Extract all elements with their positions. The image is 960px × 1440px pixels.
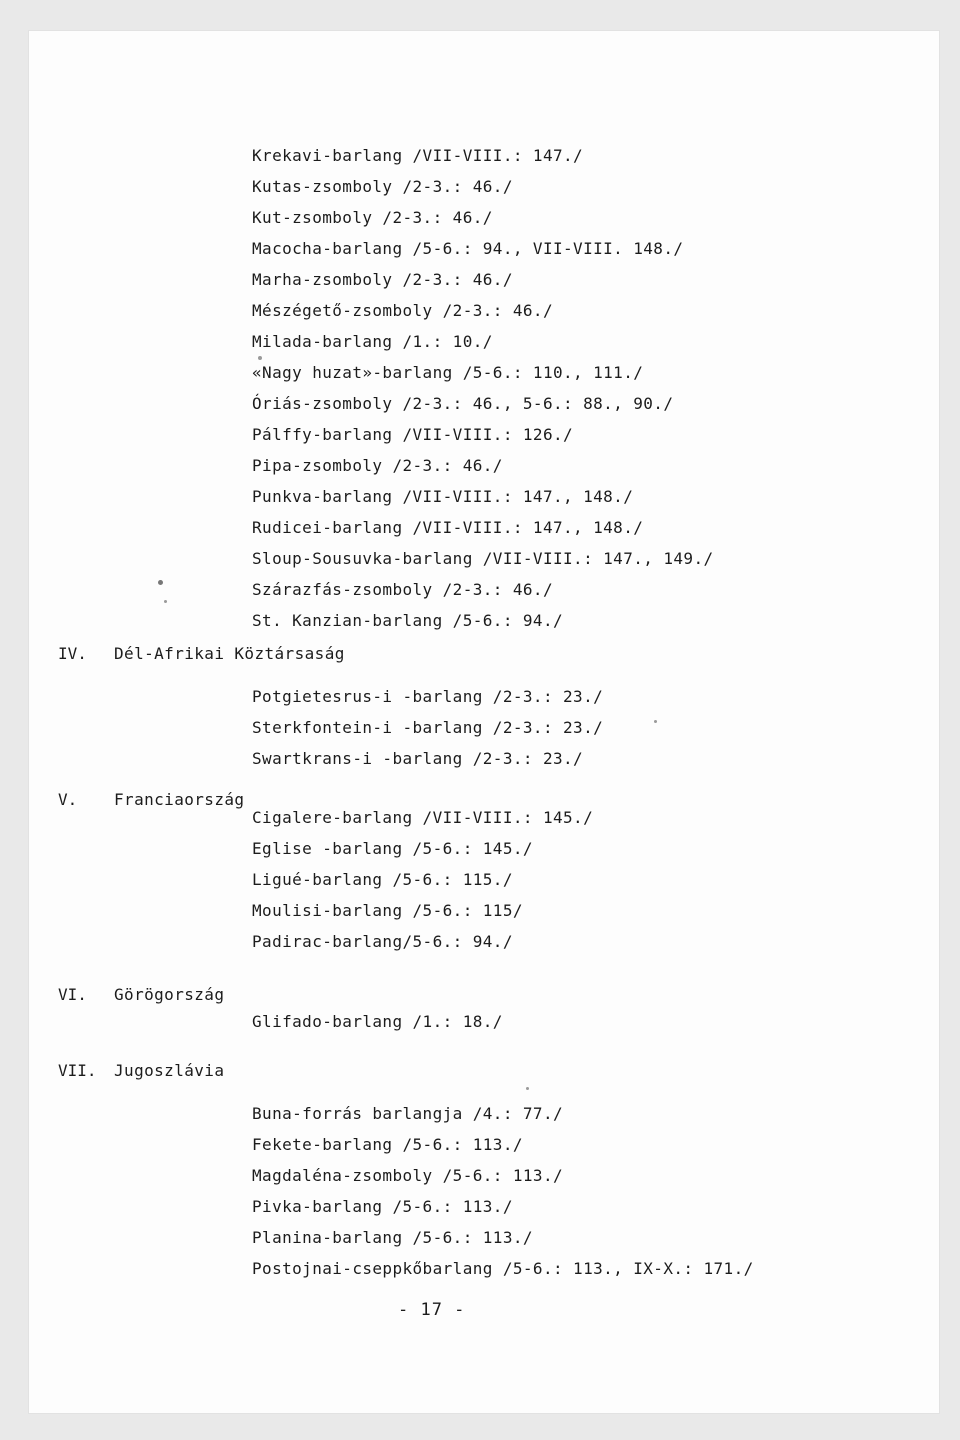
- entry-meszegeto: Mészégető-zsomboly /2-3.: 46./: [252, 301, 553, 320]
- entry-pipa: Pipa-zsomboly /2-3.: 46./: [252, 456, 503, 475]
- entry-nagy-huzat: «Nagy huzat»-barlang /5-6.: 110., 111./: [252, 363, 644, 382]
- page-number: - 17 -: [398, 1300, 466, 1320]
- entry-magdalena: Magdaléna-zsomboly /5-6.: 113./: [252, 1166, 564, 1185]
- section-numeral-v: V.: [58, 790, 78, 809]
- entry-palffy: Pálffy-barlang /VII-VIII.: 126./: [252, 425, 574, 444]
- entry-pivka: Pivka-barlang /5-6.: 113./: [252, 1197, 513, 1216]
- entry-krekavi: Krekavi-barlang /VII-VIII.: 147./: [252, 146, 584, 165]
- entry-milada: Milada-barlang /1.: 10./: [252, 332, 493, 351]
- entry-potgietesrus: Potgietesrus-i -barlang /2-3.: 23./: [252, 687, 604, 706]
- scan-speck: [164, 600, 167, 603]
- entry-kanzian: St. Kanzian-barlang /5-6.: 94./: [252, 611, 564, 630]
- entry-planina: Planina-barlang /5-6.: 113./: [252, 1228, 533, 1247]
- section-country-vii: Jugoszlávia: [114, 1061, 225, 1080]
- entry-cigalere: Cigalere-barlang /VII-VIII.: 145./: [252, 808, 594, 827]
- entry-padirac: Padirac-barlang/5-6.: 94./: [252, 932, 513, 951]
- section-numeral-iv: IV.: [58, 644, 87, 663]
- entry-buna: Buna-forrás barlangja /4.: 77./: [252, 1104, 564, 1123]
- entry-swartkrans: Swartkrans-i -barlang /2-3.: 23./: [252, 749, 584, 768]
- entry-sterkfontein: Sterkfontein-i -barlang /2-3.: 23./: [252, 718, 604, 737]
- section-country-vi: Görögország: [114, 985, 225, 1004]
- entry-kutas: Kutas-zsomboly /2-3.: 46./: [252, 177, 513, 196]
- document-page: [28, 30, 940, 1414]
- scan-speck: [158, 580, 163, 585]
- entry-glifado: Glifado-barlang /1.: 18./: [252, 1012, 503, 1031]
- entry-marha: Marha-zsomboly /2-3.: 46./: [252, 270, 513, 289]
- entry-postojnai: Postojnai-cseppkőbarlang /5-6.: 113., IX-X.: 171./: [252, 1259, 754, 1278]
- entry-eglise: Eglise -barlang /5-6.: 145./: [252, 839, 533, 858]
- scan-speck: [654, 720, 657, 723]
- section-country-iv: Dél-Afrikai Köztársaság: [114, 644, 345, 663]
- entry-ligue: Ligué-barlang /5-6.: 115./: [252, 870, 513, 889]
- entry-moulisi: Moulisi-barlang /5-6.: 115/: [252, 901, 523, 920]
- entry-punkva: Punkva-barlang /VII-VIII.: 147., 148./: [252, 487, 634, 506]
- scan-speck: [526, 1087, 529, 1090]
- scan-speck: [258, 356, 262, 360]
- entry-rudicei: Rudicei-barlang /VII-VIII.: 147., 148./: [252, 518, 644, 537]
- entry-fekete: Fekete-barlang /5-6.: 113./: [252, 1135, 523, 1154]
- section-numeral-vii: VII.: [58, 1061, 97, 1080]
- entry-macocha: Macocha-barlang /5-6.: 94., VII-VIII. 148./: [252, 239, 684, 258]
- section-numeral-vi: VI.: [58, 985, 87, 1004]
- section-country-v: Franciaország: [114, 790, 245, 809]
- entry-sloup: Sloup-Sousuvka-barlang /VII-VIII.: 147., 149./: [252, 549, 714, 568]
- entry-szarazfas: Szárazfás-zsomboly /2-3.: 46./: [252, 580, 553, 599]
- entry-kut: Kut-zsomboly /2-3.: 46./: [252, 208, 493, 227]
- entry-orias: Óriás-zsomboly /2-3.: 46., 5-6.: 88., 90./: [252, 394, 674, 413]
